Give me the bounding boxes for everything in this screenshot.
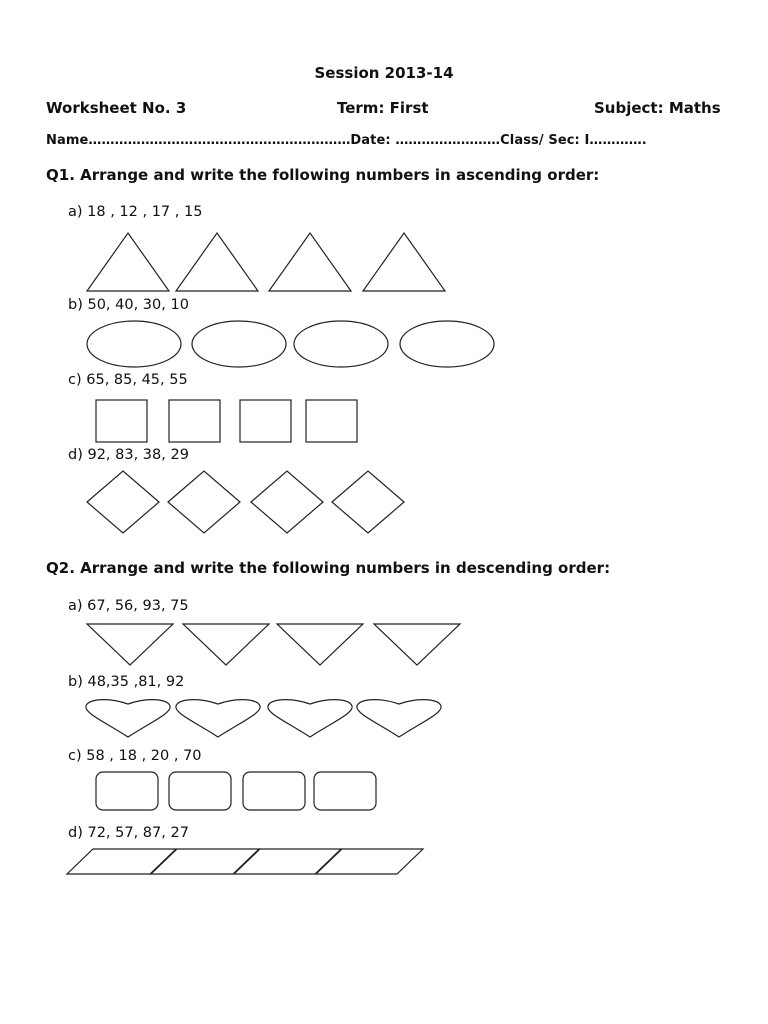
square-box[interactable] [240, 400, 291, 442]
session-title: Session 2013-14 [314, 64, 454, 82]
triangle-box[interactable] [176, 233, 258, 291]
q1-a-answer-boxes [87, 233, 445, 291]
diamond-box[interactable] [168, 471, 240, 533]
parallelogram-box[interactable] [234, 849, 341, 874]
q1-heading: Q1. Arrange and write the following numbers in ascending order: [46, 166, 600, 184]
term-label: Term: First [337, 99, 429, 117]
square-box[interactable] [306, 400, 357, 442]
worksheet-number: Worksheet No. 3 [46, 99, 187, 117]
inverted-triangle-box[interactable] [374, 624, 460, 665]
square-box[interactable] [96, 400, 147, 442]
rounded-rectangle-box[interactable] [169, 772, 231, 810]
triangle-box[interactable] [363, 233, 445, 291]
q2-item-c-label: c) 58 , 18 , 20 , 70 [68, 748, 202, 764]
rounded-rectangle-box[interactable] [314, 772, 376, 810]
triangle-box[interactable] [269, 233, 351, 291]
square-box[interactable] [169, 400, 220, 442]
subject-label: Subject: Maths [594, 99, 721, 117]
heart-box[interactable] [86, 700, 170, 737]
heart-box[interactable] [357, 700, 441, 737]
q2-a-answer-boxes [87, 624, 460, 665]
parallelogram-box[interactable] [151, 849, 259, 874]
q2-d-answer-boxes [67, 849, 423, 874]
q2-b-answer-boxes [86, 700, 441, 737]
q2-item-b-label: b) 48,35 ,81, 92 [68, 674, 185, 690]
name-date-class-line: Name……………………………………………………Date: ……………………Class/ Sec: I…………. [46, 133, 647, 148]
q1-item-b-label: b) 50, 40, 30, 10 [68, 297, 189, 313]
q1-item-c-label: c) 65, 85, 45, 55 [68, 372, 188, 388]
diamond-box[interactable] [87, 471, 159, 533]
q1-item-d-label: d) 92, 83, 38, 29 [68, 447, 189, 463]
q1-c-answer-boxes [96, 400, 357, 442]
q1-d-answer-boxes [87, 471, 404, 533]
oval-box[interactable] [294, 321, 388, 367]
triangle-box[interactable] [87, 233, 169, 291]
oval-box[interactable] [400, 321, 494, 367]
q2-c-answer-boxes [96, 772, 376, 810]
oval-box[interactable] [87, 321, 181, 367]
parallelogram-box[interactable] [67, 849, 176, 874]
q2-heading: Q2. Arrange and write the following numbers in descending order: [46, 559, 611, 577]
heart-box[interactable] [176, 700, 260, 737]
oval-box[interactable] [192, 321, 286, 367]
q2-item-d-label: d) 72, 57, 87, 27 [68, 825, 189, 841]
parallelogram-box[interactable] [316, 849, 423, 874]
inverted-triangle-box[interactable] [277, 624, 363, 665]
rounded-rectangle-box[interactable] [96, 772, 158, 810]
inverted-triangle-box[interactable] [183, 624, 269, 665]
rounded-rectangle-box[interactable] [243, 772, 305, 810]
diamond-box[interactable] [332, 471, 404, 533]
q1-b-answer-boxes [87, 321, 494, 367]
q2-item-a-label: a) 67, 56, 93, 75 [68, 598, 189, 614]
q1-item-a-label: a) 18 , 12 , 17 , 15 [68, 204, 203, 220]
heart-box[interactable] [268, 700, 352, 737]
diamond-box[interactable] [251, 471, 323, 533]
inverted-triangle-box[interactable] [87, 624, 173, 665]
